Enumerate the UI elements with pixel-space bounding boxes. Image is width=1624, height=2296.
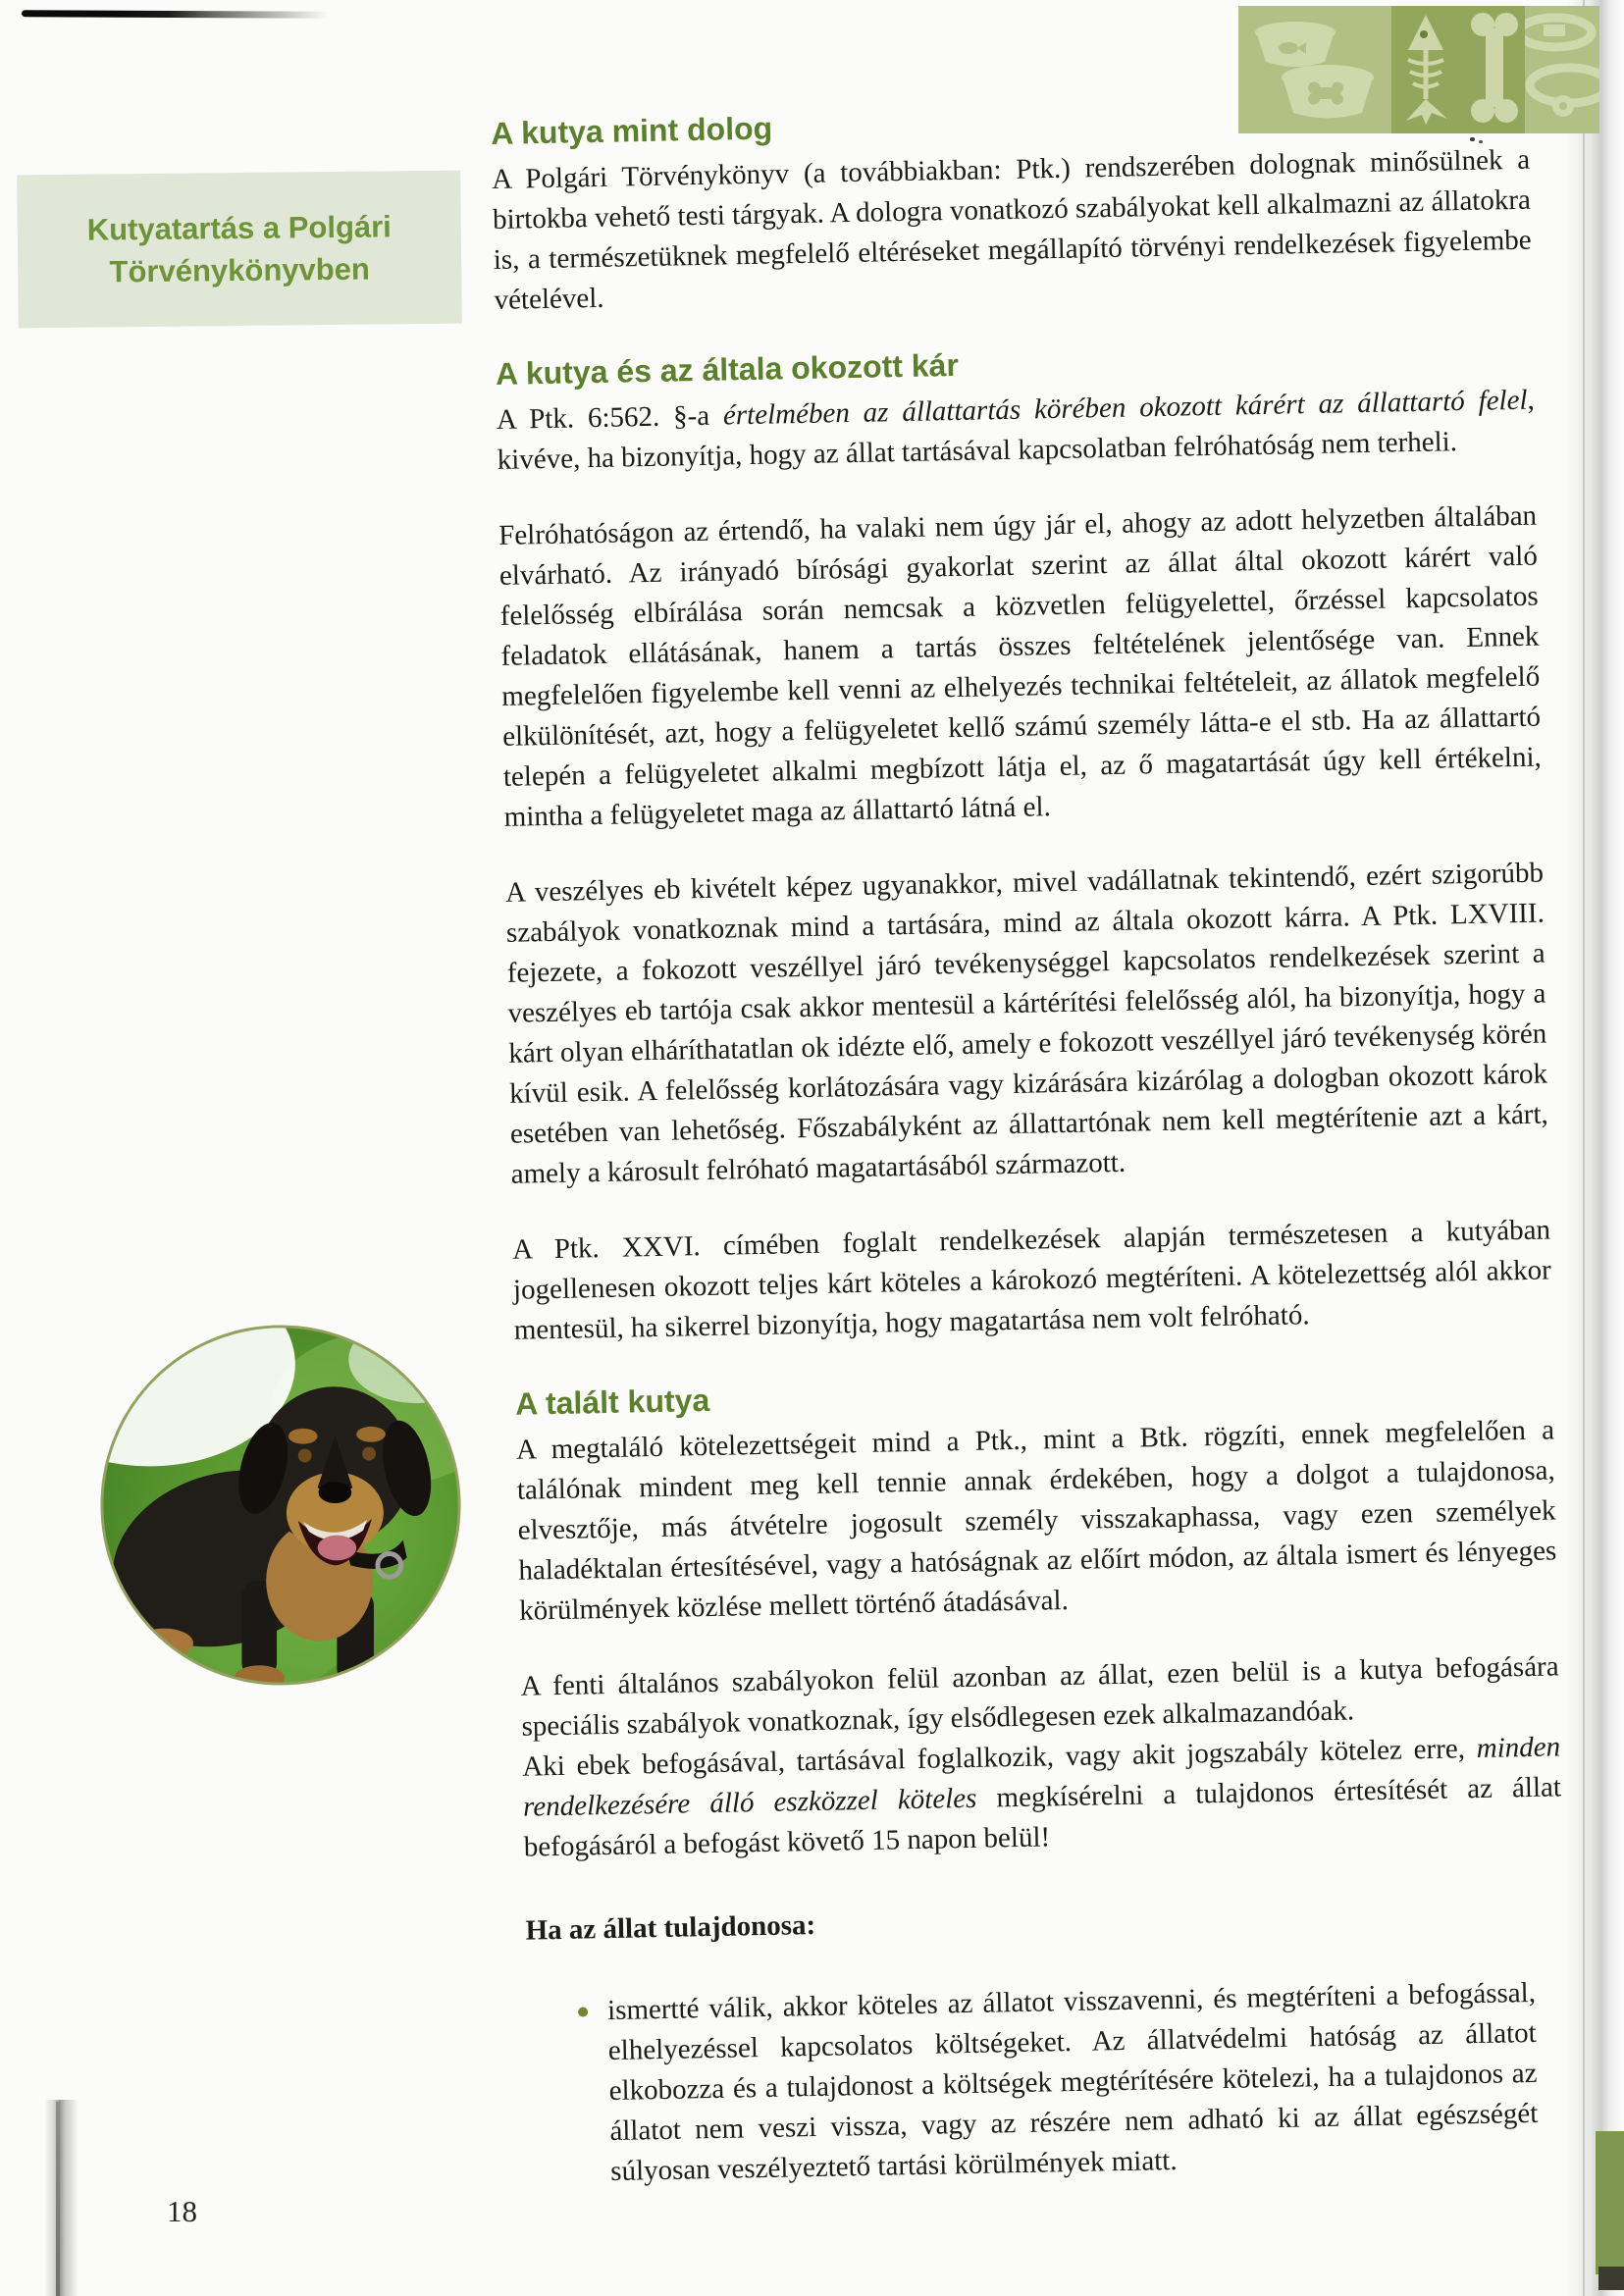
paragraph: Felróhatóságon az értendő, ha valaki nem úgy jár el, ahogy az adott helyzetben általában elvárható. Az irányadó bírósági gyakorlat szerint az állat által okozott kárért való felelősség elbírálása során nemcsak a közvetlen felügyelettel, őrzéssel kapcsolatos feladatok ellátásának, hanem a tartás összes feltételének jelentősége van. Ennek megfelelően figyelembe kell venni az elhelyezés technikai feltételeit, az állatok megfelelő elkülönítését, azt, hogy a felügyeletet kellő számú személy látta-e el stb. Ha az állattartó telepén a felügyeletet alkalmi megbízott látja el, az ő magatartását úgy kell értékelni, mintha a felügyeletet maga az állattartó látná el. (498, 499, 1543, 833)
next-page-edge (1596, 2131, 1624, 2274)
page-number: 18 (167, 2194, 197, 2228)
section-heading: A talált kutya (514, 1382, 710, 1422)
dog-collars-icon (1525, 7, 1599, 133)
paragraph: A fenti általános szabályokon felül azonban az állat, ezen belül is a kutya befogására speciális szabályok vonatkoznak, így elsődlegesen ezek alkalmazandóak. (520, 1650, 1559, 1743)
page-edge-line (1583, 0, 1585, 2296)
chapter-title-box (17, 171, 462, 329)
section-dog-as-thing (491, 96, 1533, 321)
main-text-column (491, 96, 1569, 2223)
section-found-dog (515, 1366, 1569, 2193)
list-item (578, 1973, 1540, 2193)
paragraph: A Ptk. 6:562. §-a értelmében az állattartás körében okozott kárért az állattartó felel, kivéve, ha bizonyítja, hogy az állat tartásával kapcsolatban felróhatóság nem terheli. (496, 384, 1536, 476)
page-edge-shadow (1567, 0, 1624, 2296)
chapter-title: Kutyatartás a Polgári Törvénykönyvben (86, 208, 392, 289)
spine-shadow (43, 2100, 79, 2296)
section-heading: A kutya mint dolog (491, 110, 773, 151)
paragraph: Aki ebek befogásával, tartásával foglalkozik, vagy akit jogszabály kötelez erre, minden rendelkezésére álló eszközzel köteles megkísérelni a tulajdonos értesítését az állat befogásáról a befogást követő 15 napon belül! (522, 1731, 1562, 1863)
spine-line (56, 2102, 60, 2296)
paragraph: A megtaláló kötelezettségeit mind a Ptk., mint a Btk. rögzíti, ennek megfelelően a találónak mindent meg kell tennie annak érdekében, hogy a dolgot a tulajdonosa, elvesztője, más átvételre jogosult személy visszakaphassa, vagy ezen személyek haladéktalan értesítésével, vagy a hatóságnak az előírt módon, az általa ismert és lényeges körülmények közlése mellett történő átadásával. (515, 1414, 1557, 1627)
banner-tile-collars (1525, 6, 1599, 133)
list-item-text: ismertté válik, akkor köteles az állatot visszavenni, és megtéríteni a befogással, elhelyezéssel kapcsolatos költségeket. Az állatvédelmi hatóság az állatot elkobozza és a tulajdonost a költségek megtérítésére kötelezi, ha a tulajdonos az állatot nem veszi vissza, vagy az részére nem adható ki az állat egészségét súlyosan veszélyeztető tartási körülmények miatt. (606, 1976, 1539, 2188)
scan-artifact-top-line (22, 10, 328, 19)
paragraph: A veszélyes eb kivételt képez ugyanakkor, mivel vadállatnak tekintendő, ezért szigorúbb szabályok vonatkoznak mind a tartására, mind az általa okozott kárra. A Ptk. LXVIII. fejezete, a fokozott veszéllyel járó tevékenységgel kapcsolatos rendelkezések szerint a veszélyes eb tartója csak akkor mentesül a kártérítési felelősség alól, ha bizonyítja, hogy a kárt olyan elháríthatatlan ok idézte elő, amely e fokozott veszéllyel járó tevékenység körén kívül esik. A felelősség korlátozására vagy kizárására kizárólag a dologban okozott károk esetében van lehetőség. Főszabályként az állattartónak nem kell megtérítenie azt a kárt, amely a károsult felróható magatartásából származott. (504, 857, 1549, 1190)
section-damage-caused (496, 337, 1552, 1351)
section-heading: A kutya és az általa okozott kár (495, 346, 960, 391)
subheading: Ha az állat tulajdonosa: (525, 1908, 816, 1947)
paragraph: A Polgári Törvénykönyv (a továbbiakban: Ptk.) rendszerében dolognak minősülnek a birtokba vehető testi tárgyak. A dologra vonatkozó szabályokat kell alkalmazni az állatokra is, a természetüknek megfelelő eltéréseket megállapító törvényi rendelkezések figyelembe vételével. (491, 143, 1532, 316)
next-page-edge-shadow (1598, 2267, 1624, 2290)
bullet-icon (578, 2007, 588, 2016)
paragraph: A Ptk. XXVI. címében foglalt rendelkezések alapján természetesen a kutyában jogellenesen okozott teljes kárt köteles a károkozó megtéríteni. A kötelezettség alól akkor mentesül, ha sikerrel bizonyítja, hogy magatartása nem volt felróható. (511, 1214, 1552, 1346)
dog-photo (96, 1321, 465, 1690)
